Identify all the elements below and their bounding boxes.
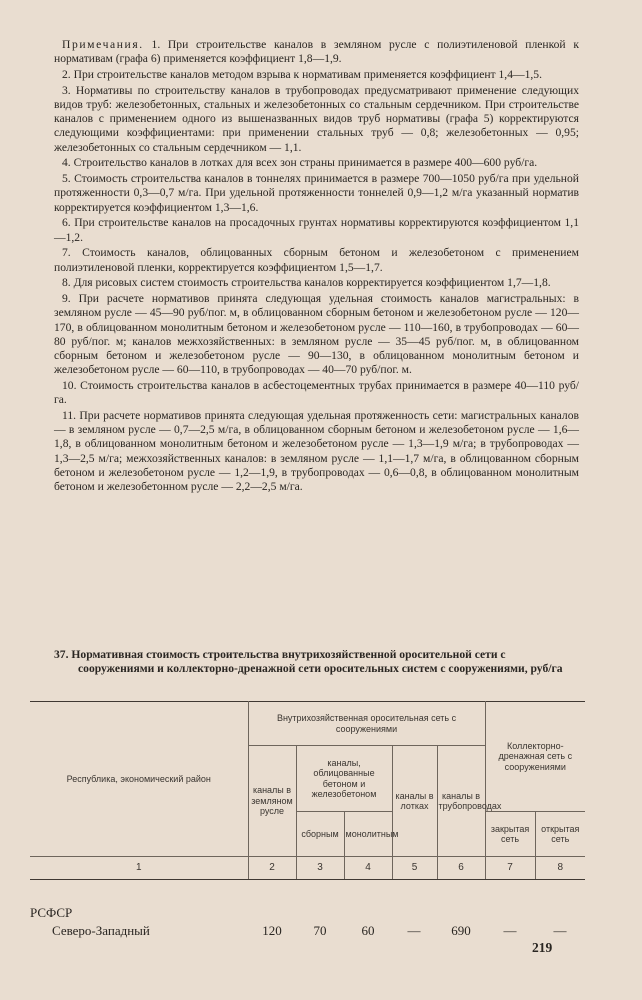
section-title [54, 648, 579, 676]
note-5: 5. Стоимость строительства каналов в тоннелях принимается в размере 700—1050 руб/га при удельной протяженности 0,3—0,7 м/га. При удельной протяженности тоннелей 0,9—1,2 м/га указанный норматив корректируется коэффициентом 1,3—1,6. [54, 172, 579, 214]
note-6: 6. При строительстве каналов на просадочных грунтах нормативы корректируются коэффициентом 1,1—1,2. [54, 216, 579, 244]
section-title-text: Нормативная стоимость строительства внутрихозяйственной оросительной сети с сооружениями и коллекторно-дренажной сети оросительных систем с сооружениями, руб/га [71, 648, 563, 676]
col-number: 7 [485, 857, 535, 880]
header-region: Республика, экономический район [30, 702, 248, 857]
col-number: 6 [437, 857, 485, 880]
notes-block [54, 38, 579, 496]
section-number: 37. [54, 648, 69, 661]
note-7: 7. Стоимость каналов, облицованных сборным бетоном и железобетоном с применением полиэтиленовой пленки, корректируется коэффициентом 1,5—1,7. [54, 246, 579, 274]
notes-label: Примечания. [62, 38, 144, 51]
header-prefab-concrete: сборным [296, 812, 344, 857]
note-10: 10. Стоимость строительства каналов в асбестоцементных трубах принимается в размере 40—110 руб/га. [54, 379, 579, 407]
header-open-network: открытая сеть [535, 812, 585, 857]
header-earth-channels: каналы в земляном русле [248, 746, 296, 857]
region-name: Северо-Западный [52, 923, 150, 938]
note-9: 9. При расчете нормативов принята следующая удельная стоимость каналов магистральных: в земляном русле — 45—90 руб/пог. м, в облицованном сборным бетоном и железобетоном русле — 120—170, в облицованном монолитным бетоном и железобетоном русле — 110—160, в трубопроводах — 60—80 руб/пог. м; каналов межхозяйственных: в земляном русле — 35—45 руб/пог. м, в облицованном сборным бетоном и железобетоном русле — 90—130, в облицованном монолитным бетоном и железобетоном русле — 60—110, в трубопроводах — 40—70 руб/пог. м. [54, 292, 579, 377]
col-number: 1 [30, 857, 248, 880]
col-number: 2 [248, 857, 296, 880]
value-earth: 120 [262, 923, 282, 938]
note-1-text: 1. При строительстве каналов в земляном русле с полиэтиленовой пленкой к нормативам (графа 6) применяется коэффициент 1,8—1,9. [54, 38, 579, 66]
col-number: 5 [392, 857, 437, 880]
col-number: 3 [296, 857, 344, 880]
note-3: 3. Нормативы по строительству каналов в трубопроводах предусматривают применение следующих видов труб: железобетонных, стальных и железобетонных со стальным сердечником. При строительстве каналов с применением одного из вышеназванных видов труб нормативы (графа 5) корректируются следующими коэффициентами: при применении стальных труб — 0,8; железобетонных — 0,95; железобетонных со стальным сердечником — 1,1. [54, 83, 579, 154]
col-number: 4 [344, 857, 392, 880]
page-number: 219 [532, 940, 553, 955]
table-row [30, 904, 585, 922]
header-pipe-channels: каналы в трубопроводах [437, 746, 485, 857]
cost-table [30, 701, 585, 880]
note-4: 4. Строительство каналов в лотках для всех зон страны принимается в размере 400—600 руб/га. [62, 156, 538, 170]
header-monolithic-concrete: монолитным [344, 812, 392, 857]
header-closed-network: закрытая сеть [485, 812, 535, 857]
col-number: 8 [535, 857, 585, 880]
value-closed: — [503, 923, 517, 938]
note-1 [54, 38, 579, 66]
header-collector-network: Коллекторно-дренажная сеть с сооружениями [485, 702, 585, 812]
value-prefab: 70 [313, 923, 327, 938]
table-body [30, 904, 585, 940]
value-pipes: 690 [451, 923, 471, 938]
note-11: 11. При расчете нормативов принята следующая удельная протяженность сети: магистральных каналов — в земляном русле — 0,7—2,5 м/га, в облицованном сборным бетоном и железобетоном русле — 1,6—1,8, в облицованном монолитным бетоном и железобетоном русле — 1,3—1,9 м/га; в трубопроводах — 1,3—2,5 м/га; межхозяйственных каналов: в земляном русле — 1,1—1,7 м/га, в облицованном сборным бетоном и железобетоном русле — 1,2—1,9, в трубопроводах — 0,6—0,8, в облицованном монолитным бетоном и железобетонном русле — 2,2—2,5 м/га. [54, 409, 579, 494]
value-trays: — [407, 923, 421, 938]
header-intra-network: Внутрихозяйственная оросительная сеть с сооружениями [248, 702, 485, 746]
region-name: РСФСР [30, 905, 73, 920]
table-row [30, 922, 585, 940]
note-8: 8. Для рисовых систем стоимость строительства каналов корректируется коэффициентом 1,7—1,8. [62, 276, 551, 290]
note-2: 2. При строительстве каналов методом взрыва к нормативам применяется коэффициент 1,4—1,5. [62, 68, 542, 81]
value-open: — [553, 923, 567, 938]
header-lined-channels: каналы, облицованные бетоном и железобетоном [296, 746, 392, 812]
header-tray-channels: каналы в лотках [392, 746, 437, 857]
section-heading [54, 648, 579, 676]
value-monolith: 60 [361, 923, 375, 938]
